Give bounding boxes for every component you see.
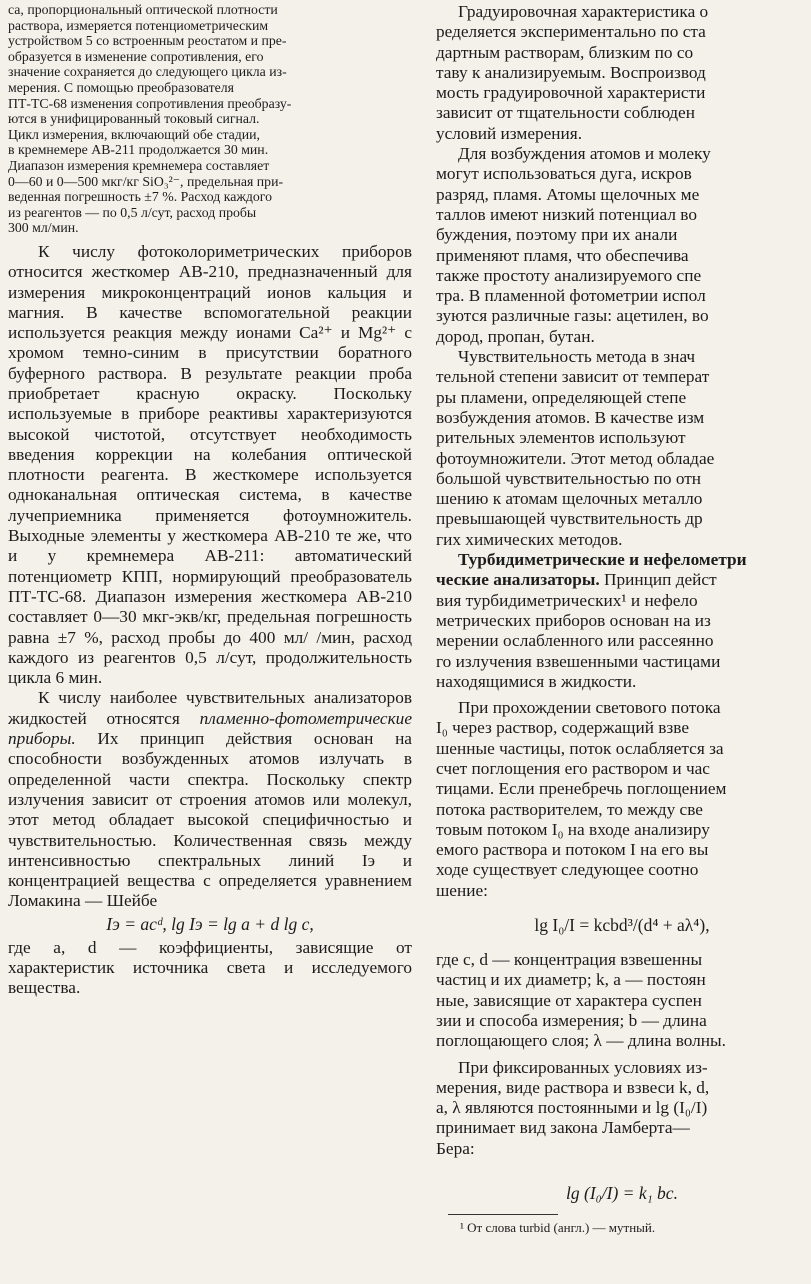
text-line: буждения, поэтому при их анали bbox=[436, 225, 678, 245]
text-line: счет поглощения его раствором и час bbox=[436, 758, 710, 778]
text-line: вия турбидиметрических¹ и нефело bbox=[436, 590, 698, 610]
text-line: таву к анализируемым. Воспроизвод bbox=[436, 62, 706, 82]
text-line: в кремнемере АВ-211 продолжается 30 мин. bbox=[8, 142, 269, 158]
text-line: таллов имеют низкий потенциал во bbox=[436, 204, 697, 224]
text-line: Для возбуждения атомов и молеку bbox=[458, 144, 711, 164]
text-line: ПТ-ТС-68 изменения сопротивления преобразу- bbox=[8, 95, 292, 111]
text-line: дород, пропан, бутан. bbox=[436, 326, 595, 346]
formula-turbidity: lg I₀/I = kcbd³/(d⁴ + aλ⁴), bbox=[534, 915, 710, 936]
text-line: ры пламени, определяющей степе bbox=[436, 387, 687, 407]
p2-start: К числу наиболее чувствительных анализаторов жидкостей относятся bbox=[8, 688, 412, 728]
heading-line-2-rest: Принцип дейст bbox=[599, 570, 717, 590]
text-line: дартным растворам, близким по со bbox=[436, 42, 694, 62]
text-line: тицами. Если пренебречь поглощением bbox=[436, 779, 727, 799]
text-line: зависит от тщательности соблюден bbox=[436, 103, 695, 123]
text-line: значение сохраняется до следующего цикла из- bbox=[8, 64, 287, 80]
text-line: возбуждения атомов. В качестве изм bbox=[436, 407, 705, 427]
text-line: веденная погрешность ±7 %. Расход каждого bbox=[8, 189, 272, 205]
text-line: мерении ослабленного или рассеянно bbox=[436, 631, 714, 651]
text-line: ются в унифицированный токовый сигнал. bbox=[8, 111, 260, 127]
text-line: ходе существует следующее соотно bbox=[436, 860, 699, 880]
text-line: устройством 5 со встроенным реостатом и пре- bbox=[8, 33, 287, 49]
text-line: поглощающего слоя; λ — длина волны. bbox=[436, 1031, 726, 1051]
text-line: мость градуировочной характеристи bbox=[436, 83, 706, 103]
text-line: рительных элементов используют bbox=[436, 428, 686, 448]
paragraph-coefficients: где a, d — коэффициенты, зависящие от характеристик источника света и исследуемого вещества. bbox=[8, 937, 412, 998]
footnote: ¹ От слова turbid (англ.) — мутный. bbox=[460, 1220, 656, 1236]
text-line: 0—60 и 0—500 мкг/кг SiO₃²⁻, предельная при- bbox=[8, 173, 284, 189]
formula-lomakin-scheibe: Iэ = acᵈ, lg Iэ = lg a + d lg c, bbox=[106, 913, 314, 934]
right-column bbox=[436, 2, 808, 1235]
p2-end: Их принцип действия основан на способности возбужденных атомов излучать в определенной части спектра. Поскольку спектр излучения зависит от строения атомов или молекул, этот метод обладает высокой специфичностью и чувствительностью. Количественная связь между интенсивностью спектральных линий Iэ и концентрацией вещества c определяется уравнением Ломакина — Шейбе bbox=[8, 729, 412, 911]
text-line: мерения. С помощью преобразователя bbox=[8, 79, 234, 95]
text-line: Диапазон измерения кремнемера составляет bbox=[8, 157, 270, 173]
text-line: условий измерения. bbox=[436, 123, 583, 143]
left-column bbox=[8, 2, 412, 999]
footnote-separator bbox=[448, 1214, 558, 1215]
heading-turbidimetric bbox=[436, 550, 808, 591]
text-line: 300 мл/мин. bbox=[8, 220, 79, 236]
text-line: a, λ являются постоянными и lg (I₀/I) bbox=[436, 1098, 708, 1118]
text-line: гих химических методов. bbox=[436, 529, 623, 549]
text-line: шенные частицы, поток ослабляется за bbox=[436, 738, 724, 758]
text-line: са, пропорциональный оптической плотности bbox=[8, 2, 278, 17]
text-line: частиц и их диаметр; k, a — постоян bbox=[436, 970, 706, 990]
paragraph-sensitivity bbox=[436, 347, 808, 550]
text-line: шению к атомам щелочных металло bbox=[436, 489, 703, 509]
text-line: Бера: bbox=[436, 1138, 475, 1158]
text-line: тра. В пламенной фотометрии испол bbox=[436, 286, 706, 306]
text-line: емого раствора и потоком I на его вы bbox=[436, 840, 709, 860]
text-line: Чувствительность метода в знач bbox=[458, 347, 696, 367]
text-line: из реагентов — по 0,5 л/сут, расход пробы bbox=[8, 204, 257, 220]
text-line: принимает вид закона Ламберта— bbox=[436, 1118, 690, 1138]
formula-lambert-beer: lg (I₀/I) = k₁ bc. bbox=[566, 1183, 678, 1204]
text-line: раствора, измеряется потенциометрическим bbox=[8, 17, 269, 33]
paragraph-calibration bbox=[436, 2, 808, 144]
text-line: фотоумножители. Этот метод обладае bbox=[436, 448, 715, 468]
text-line: ределяется экспериментально по ста bbox=[436, 22, 706, 42]
text-line: метрических приборов основан на из bbox=[436, 610, 711, 630]
text-line: ные, зависящие от характера суспен bbox=[436, 990, 702, 1010]
text-line: находящимися в жидкости. bbox=[436, 671, 637, 691]
text-line: тельной степени зависит от температ bbox=[436, 367, 710, 387]
text-line: го излучения взвешенными частицами bbox=[436, 651, 721, 671]
text-line: При фиксированных условиях из- bbox=[458, 1057, 708, 1077]
text-line: зуются различные газы: ацетилен, во bbox=[436, 306, 709, 326]
text-line: мерения, виде раствора и взвеси k, d, bbox=[436, 1077, 710, 1097]
text-line: потока растворителем, то между све bbox=[436, 799, 703, 819]
paragraph-flame-photometry bbox=[8, 688, 412, 911]
paragraph-excitation bbox=[436, 144, 808, 347]
text-line: применяют пламя, что обеспечива bbox=[436, 245, 689, 265]
text-line: шение: bbox=[436, 880, 488, 900]
heading-line-1: Турбидиметрические и нефелометри bbox=[458, 550, 747, 570]
text-line: товым потоком I₀ на входе анализиру bbox=[436, 819, 710, 839]
paragraph-light-flux bbox=[436, 698, 808, 901]
paragraph-silicon-meter bbox=[8, 2, 412, 236]
p2-italic-term: пламенно-фотометрические приборы. bbox=[8, 708, 412, 749]
paragraph-definitions bbox=[436, 950, 808, 1051]
heading-line-2: ческие анализаторы. bbox=[436, 570, 600, 590]
text-line: При прохождении светового потока bbox=[458, 698, 721, 718]
text-line: где c, d — концентрация взвешенны bbox=[436, 950, 703, 970]
text-line: могут использоваться дуга, искров bbox=[436, 164, 692, 184]
text-line: также простоту анализируемого спе bbox=[436, 265, 702, 285]
paragraph-turbidimetric bbox=[436, 591, 808, 692]
text-line: большой чувствительностью по отн bbox=[436, 468, 702, 488]
text-line: разряд, пламя. Атомы щелочных ме bbox=[436, 184, 700, 204]
paragraph-lambert-beer bbox=[436, 1058, 808, 1159]
paragraph-hardness-meter: К числу фотоколориметрических приборов относится жесткомер АВ-210, предназначенный для измерения микроконцентраций ионов кальция и магния. В качестве вспомогательной реакции используется реакция между ионами Ca²⁺ и Mg²⁺ с хромом темно-синим в присутствии боратного буферного раствора. В результате реакции проба приобретает красную окраску. Поскольку используемые в приборе реактивы характеризуются высокой чистотой, отсутствует необходимость введения коррекции на колебания оптической плотности реагента. В жесткомере используется одноканальная оптическая система, в качестве лучеприемника применяется фотоумножитель. Выходные элементы у жесткомера АВ-210 те же, что и у кремнемера АВ-211: автоматический потенциометр КПП, нормирующий преобразователь ПТ-ТС-68. Диапазон измерения жесткомера АВ-210 составляет 0—30 мкг-экв/кг, предельная погрешность равна ±7 %, расход пробы до 400 мл/ /мин, расход каждого из реагентов 0,5 л/сут, продолжительность цикла 6 мин. bbox=[8, 241, 412, 688]
text-line: образуется в изменение сопротивления, его bbox=[8, 48, 264, 64]
text-line: Градуировочная характеристика о bbox=[458, 2, 709, 21]
text-line: превышающей чувствительность др bbox=[436, 509, 703, 529]
text-line: зии и способа измерения; b — длина bbox=[436, 1010, 707, 1030]
text-line: I₀ через раствор, содержащий взве bbox=[436, 718, 689, 738]
text-line: Цикл измерения, включающий обе стадии, bbox=[8, 126, 260, 142]
